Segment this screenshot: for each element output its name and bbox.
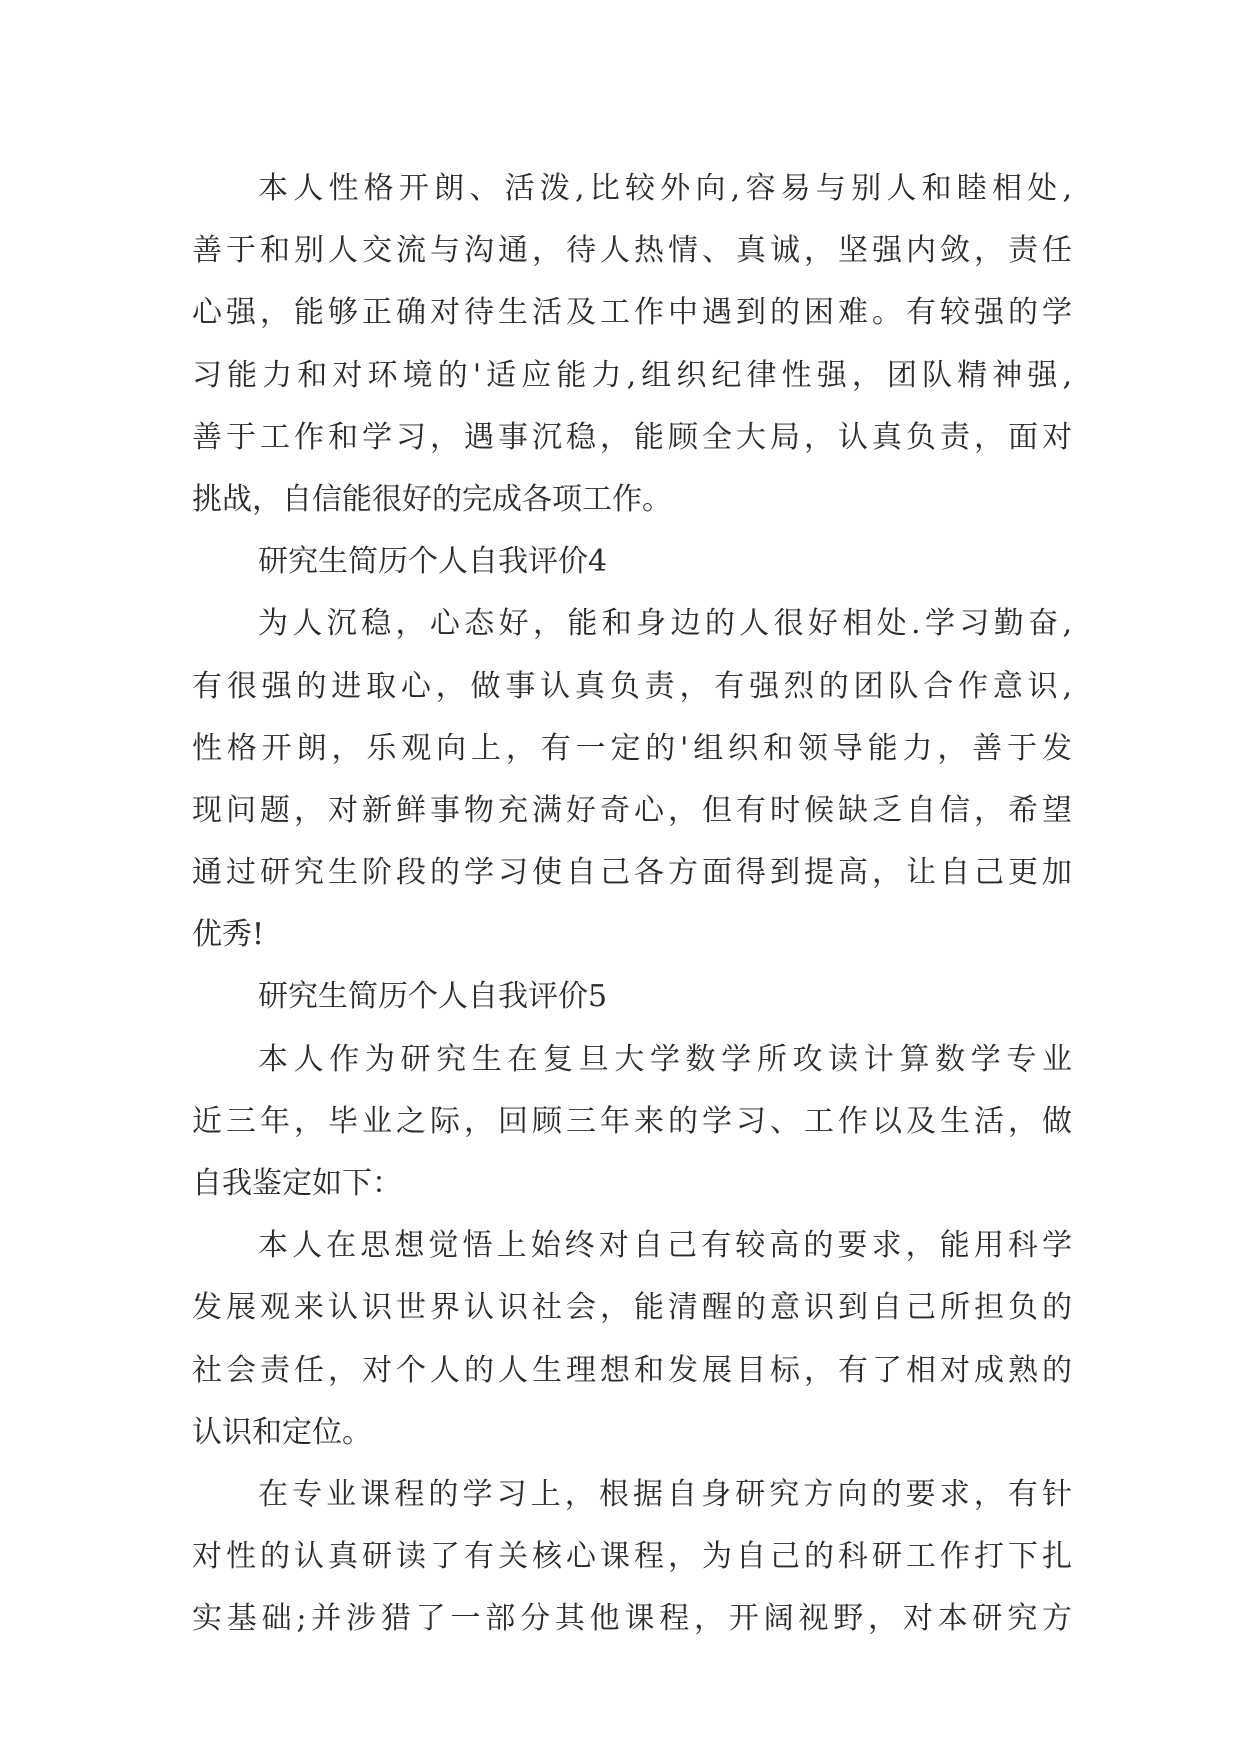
- paragraph-1-line: 心强，能够正确对待生活及工作中遇到的困难。有较强的学: [192, 295, 1072, 331]
- paragraph-2-line: 性格开朗，乐观向上，有一定的'组织和领导能力，善于发: [192, 730, 1072, 766]
- paragraph-1-line: 习能力和对环境的'适应能力,组织纪律性强，团队精神强,: [192, 357, 1072, 393]
- paragraph-3-line: 近三年，毕业之际，回顾三年来的学习、工作以及生活，做: [192, 1103, 1072, 1139]
- paragraph-5-line: 在专业课程的学习上，根据自身研究方向的要求，有针: [258, 1476, 1072, 1512]
- paragraph-3-line: 自我鉴定如下：: [192, 1166, 402, 1201]
- paragraph-5-line: 实基础;并涉猎了一部分其他课程，开阔视野，对本研究方: [192, 1601, 1072, 1637]
- paragraph-1-line: 挑战，自信能很好的完成各项工作。: [192, 481, 672, 517]
- paragraph-4-line: 社会责任，对个人的人生理想和发展目标，有了相对成熟的: [192, 1352, 1072, 1388]
- paragraph-5-line: 对性的认真研读了有关核心课程，为自己的科研工作打下扎: [192, 1539, 1072, 1575]
- paragraph-2-line: 为人沉稳，心态好，能和身边的人很好相处.学习勤奋,: [258, 606, 1072, 642]
- paragraph-1-line: 本人性格开朗、活泼,比较外向,容易与别人和睦相处,: [258, 171, 1072, 206]
- paragraph-2-line: 优秀!: [192, 917, 265, 953]
- paragraph-4-line: 认识和定位。: [192, 1414, 372, 1450]
- paragraph-1-line: 善于和别人交流与沟通，待人热情、真诚，坚强内敛，责任: [192, 233, 1072, 269]
- section-heading-5: 研究生简历个人自我评价5: [258, 979, 608, 1015]
- section-heading-4: 研究生简历个人自我评价4: [258, 544, 608, 580]
- paragraph-2-line: 有很强的进取心，做事认真负责，有强烈的团队合作意识,: [192, 668, 1072, 704]
- paragraph-4-line: 本人在思想觉悟上始终对自己有较高的要求，能用科学: [258, 1228, 1072, 1264]
- paragraph-4-line: 发展观来认识世界认识社会，能清醒的意识到自己所担负的: [192, 1290, 1072, 1326]
- paragraph-2-line: 通过研究生阶段的学习使自己各方面得到提高，让自己更加: [192, 855, 1072, 891]
- document-body: [192, 158, 1072, 1651]
- paragraph-3-line: 本人作为研究生在复旦大学数学所攻读计算数学专业: [258, 1041, 1072, 1077]
- paragraph-1-line: 善于工作和学习，遇事沉稳，能顾全大局，认真负责，面对: [192, 419, 1072, 455]
- paragraph-2-line: 现问题，对新鲜事物充满好奇心，但有时候缺乏自信，希望: [192, 792, 1072, 828]
